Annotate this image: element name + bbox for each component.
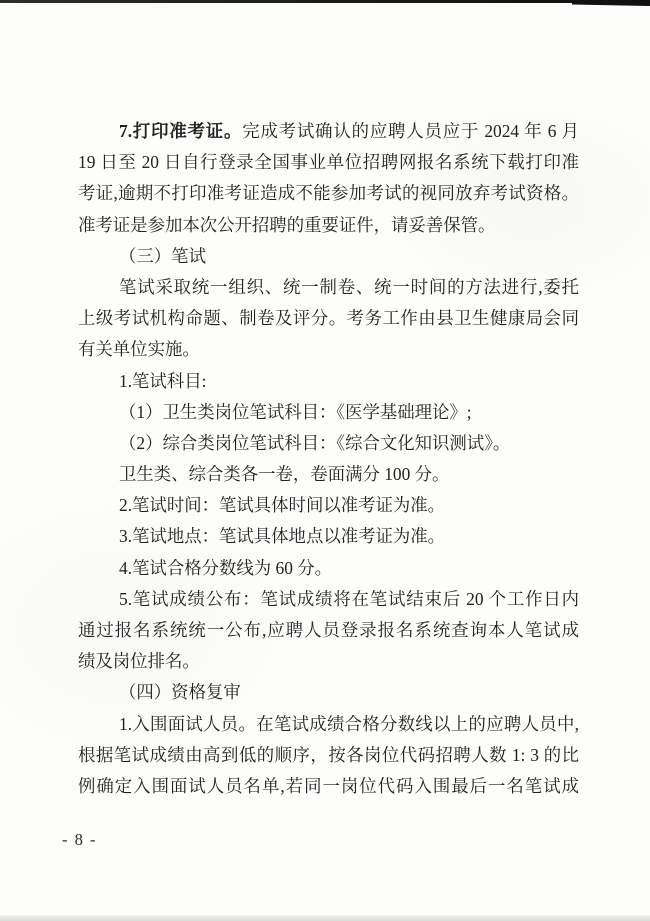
section-heading-written-exam: （三）笔试 (119, 245, 206, 266)
text-line: （1）卫生类岗位笔试科目：《医学基础理论》; (119, 401, 472, 422)
text-line: 4.笔试合格分数线为 60 分。 (119, 557, 333, 578)
paragraph-print-admission-ticket (78, 116, 579, 147)
text-line: 通过报名系统统一公布,应聘人员登录报名系统查询本人笔试成 (78, 620, 579, 640)
text-line: 根据笔试成绩由高到低的顺序，按各岗位代码招聘人数 1: 3 的比 (78, 744, 579, 765)
text-line: 例确定入围面试人员名单,若同一岗位代码入围最后一名笔试成 (78, 775, 579, 796)
text-line: 3.笔试地点：笔试具体地点以准考证为准。 (119, 526, 446, 547)
bold-run: 7.打印准考证。 (119, 121, 243, 141)
text-line: 笔试采取统一组织、统一制卷、统一时间的方法进行,委托 (119, 276, 579, 297)
text-run: 完成考试确认的应聘人员应于 2024 年 6 月 (242, 121, 579, 141)
text-line: （2）综合类岗位笔试科目：《综合文化知识测试》。 (119, 432, 511, 453)
text-line: 准考证是参加本次公开招聘的重要证件，请妥善保管。 (78, 214, 496, 235)
document-text-block (78, 116, 579, 802)
scan-artifact-top-edge (0, 0, 650, 3)
text-line: 考证,逾期不打印准考证造成不能参加考试的视同放弃考试资格。 (78, 183, 579, 204)
page-number: - 8 - (62, 830, 97, 849)
text-line: 2.笔试时间：笔试具体时间以准考证为准。 (119, 495, 446, 516)
text-line: 5.笔试成绩公布：笔试成绩将在笔试结束后 20 个工作日内 (119, 588, 579, 609)
text-line: 卫生类、综合类各一卷，卷面满分 100 分。 (119, 464, 450, 485)
scan-artifact-bottom-edge (0, 915, 650, 921)
text-line: 1.入围面试人员。在笔试成绩合格分数线以上的应聘人员中, (119, 713, 579, 734)
text-line: 有关单位实施。 (78, 339, 200, 360)
text-line: 上级考试机构命题、制卷及评分。考务工作由县卫生健康局会同 (78, 308, 579, 329)
section-heading-qualification-review: （四）资格复审 (119, 682, 241, 703)
text-line: 绩及岗位排名。 (78, 651, 200, 672)
text-line: 1.笔试科目: (119, 370, 207, 391)
text-line: 19 日至 20 日自行登录全国事业单位招聘网报名系统下载打印准 (78, 152, 579, 173)
